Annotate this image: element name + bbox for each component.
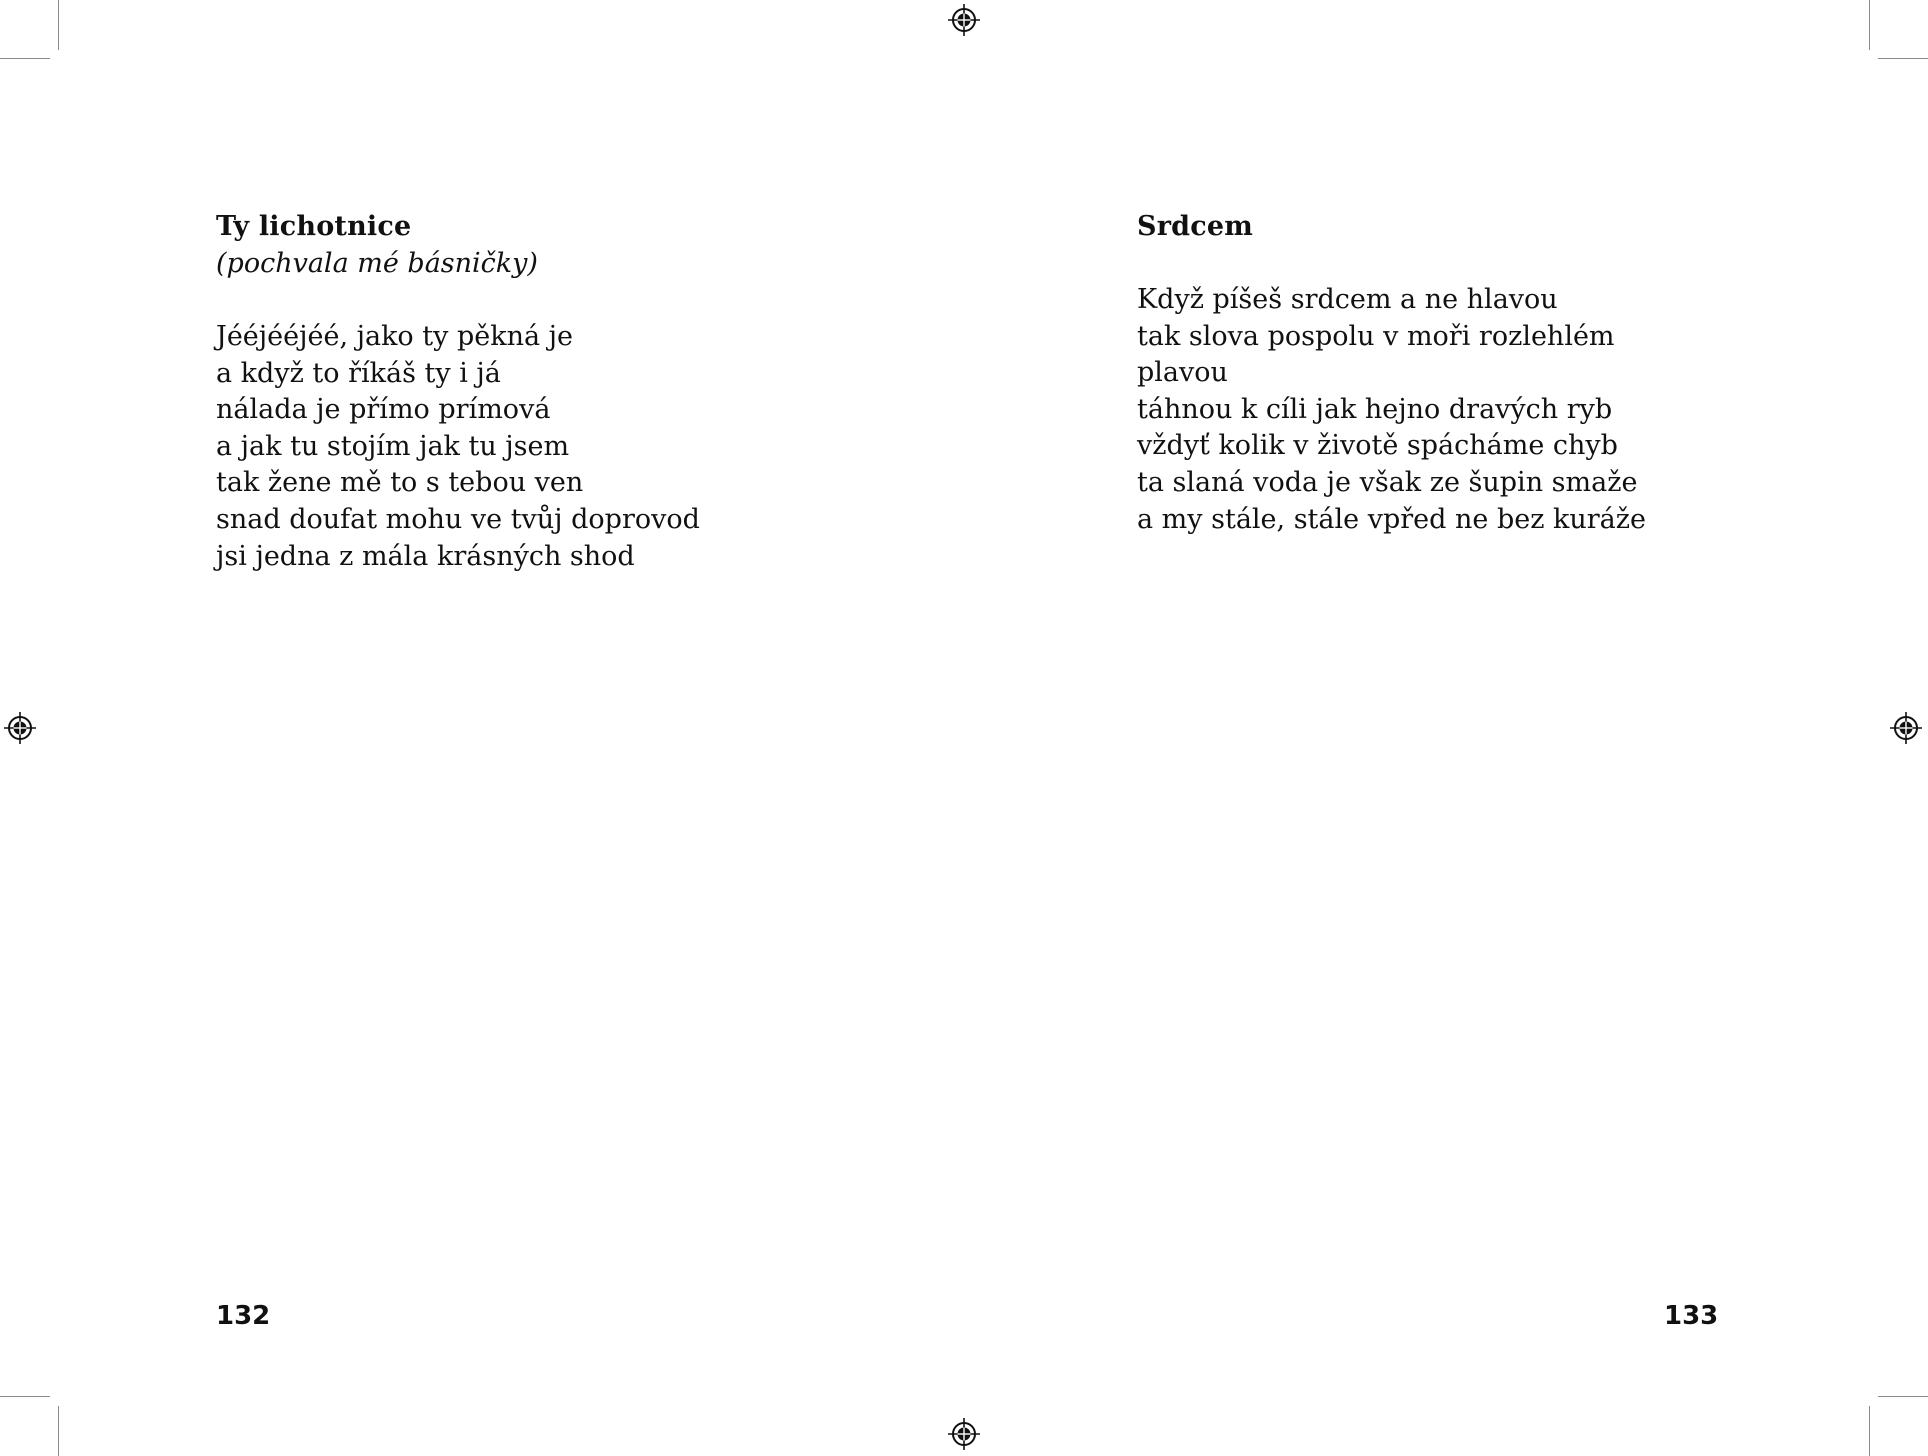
poem-line: snad doufat mohu ve tvůj doprovod bbox=[216, 503, 700, 535]
crop-mark bbox=[58, 0, 59, 50]
poem-line: ta slaná voda je však ze šupin smaže bbox=[1137, 466, 1638, 498]
crop-mark bbox=[58, 1406, 59, 1456]
poem-line: a když to říkáš ty i já bbox=[216, 357, 501, 389]
crop-mark bbox=[0, 1396, 50, 1397]
registration-target-icon bbox=[948, 4, 980, 36]
crop-mark bbox=[0, 58, 50, 59]
crop-mark bbox=[1878, 58, 1928, 59]
poem-line: a my stále, stále vpřed ne bez kuráže bbox=[1137, 503, 1646, 535]
left-page bbox=[216, 208, 936, 575]
registration-target-icon bbox=[4, 712, 36, 744]
poem-line: nálada je přímo prímová bbox=[216, 394, 551, 426]
right-page bbox=[1137, 208, 1857, 538]
poem-title: Ty lichotnice bbox=[216, 211, 412, 242]
registration-target-icon bbox=[1890, 712, 1922, 744]
poem-line: a jak tu stojím jak tu jsem bbox=[216, 430, 570, 462]
poem-title: Srdcem bbox=[1137, 211, 1253, 242]
poem-line: vždyť kolik v životě spácháme chyb bbox=[1137, 430, 1618, 462]
crop-mark bbox=[1869, 1406, 1870, 1456]
poem-subtitle: (pochvala mé básničky) bbox=[216, 248, 538, 279]
poem-line: Když píšeš srdcem a ne hlavou bbox=[1137, 284, 1558, 315]
poem-line: plavou bbox=[1137, 357, 1228, 389]
page-number-right: 133 bbox=[1664, 1301, 1719, 1331]
poem-body bbox=[1137, 282, 1857, 538]
poem-line: tak slova pospolu v moři rozlehlém bbox=[1137, 320, 1615, 352]
crop-mark bbox=[1869, 0, 1870, 50]
registration-target-icon bbox=[948, 1418, 980, 1450]
crop-mark bbox=[1878, 1396, 1928, 1397]
poem-line: tak žene mě to s tebou ven bbox=[216, 467, 584, 499]
poem-line: táhnou k cíli jak hejno dravých ryb bbox=[1137, 393, 1613, 425]
poem-line: Jééjééjéé, jako ty pěkná je bbox=[216, 321, 573, 352]
poem-body bbox=[216, 319, 936, 575]
poem-line: jsi jedna z mála krásných shod bbox=[216, 540, 635, 572]
page-number-left: 132 bbox=[216, 1301, 271, 1331]
